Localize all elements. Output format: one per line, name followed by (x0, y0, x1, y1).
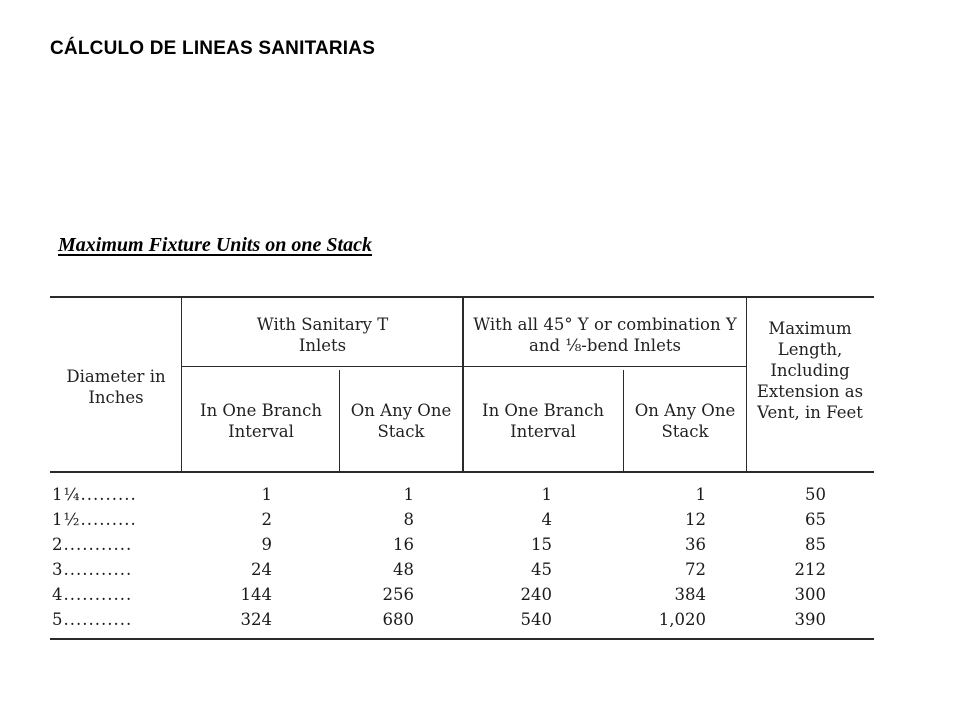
row-6-san-branch: 324 (240, 610, 272, 629)
bottom-rule (50, 638, 874, 640)
scanned-table (50, 290, 874, 646)
row-1-san-stack: 1 (403, 485, 414, 504)
row-3-san-stack: 16 (393, 535, 414, 554)
row-6-y-stack: 1,020 (658, 610, 706, 629)
vrule-5 (746, 298, 747, 471)
row-4-max-length: 212 (794, 560, 826, 579)
header-bottom-rule (50, 471, 874, 473)
row-4-san-stack: 48 (393, 560, 414, 579)
row-1-y-stack: 1 (695, 485, 706, 504)
row-6-max-length: 390 (794, 610, 826, 629)
row-6-y-branch: 540 (520, 610, 552, 629)
row-2-y-stack: 12 (685, 510, 706, 529)
row-1-max-length: 50 (805, 485, 826, 504)
row-3-diameter: 2........... (52, 535, 133, 554)
row-2-diameter: 1½......... (52, 510, 137, 529)
row-5-y-branch: 240 (520, 585, 552, 604)
row-2-y-branch: 4 (541, 510, 552, 529)
row-5-y-stack: 384 (674, 585, 706, 604)
header-sanitary-group: With Sanitary T Inlets (256, 315, 389, 355)
header-sanitary-stack: On Any One Stack (350, 401, 452, 441)
table-subtitle: Maximum Fixture Units on one Stack (58, 234, 372, 256)
header-y-branch: In One Branch Interval (482, 401, 604, 441)
vrule-2 (339, 370, 340, 471)
group-rule-y (464, 366, 746, 367)
row-6-diameter: 5........... (52, 610, 133, 629)
page-title: CÁLCULO DE LINEAS SANITARIAS (50, 38, 376, 59)
header-y-stack: On Any One Stack (634, 401, 736, 441)
row-1-y-branch: 1 (541, 485, 552, 504)
header-max-length: Maximum Length, Including Extension as Vent, in Feet (756, 319, 864, 422)
row-5-san-stack: 256 (382, 585, 414, 604)
row-1-san-branch: 1 (261, 485, 272, 504)
row-5-san-branch: 144 (240, 585, 272, 604)
row-3-max-length: 85 (805, 535, 826, 554)
vrule-4 (623, 370, 624, 471)
vrule-1 (181, 298, 182, 471)
vrule-3 (462, 298, 464, 471)
row-6-san-stack: 680 (382, 610, 414, 629)
row-3-san-branch: 9 (261, 535, 272, 554)
row-3-y-stack: 36 (685, 535, 706, 554)
row-2-san-branch: 2 (261, 510, 272, 529)
row-2-max-length: 65 (805, 510, 826, 529)
header-diameter: Diameter in Inches (66, 367, 166, 407)
group-rule-sanitary (182, 366, 462, 367)
header-y-group: With all 45° Y or combination Y and ⅛-bend Inlets (473, 315, 737, 355)
row-4-y-stack: 72 (685, 560, 706, 579)
row-4-diameter: 3........... (52, 560, 133, 579)
header-sanitary-branch: In One Branch Interval (200, 401, 322, 441)
row-3-y-branch: 15 (531, 535, 552, 554)
row-4-y-branch: 45 (531, 560, 552, 579)
row-2-san-stack: 8 (403, 510, 414, 529)
row-4-san-branch: 24 (251, 560, 272, 579)
row-1-diameter: 1¼......... (52, 485, 137, 504)
row-5-diameter: 4........... (52, 585, 133, 604)
row-5-max-length: 300 (794, 585, 826, 604)
